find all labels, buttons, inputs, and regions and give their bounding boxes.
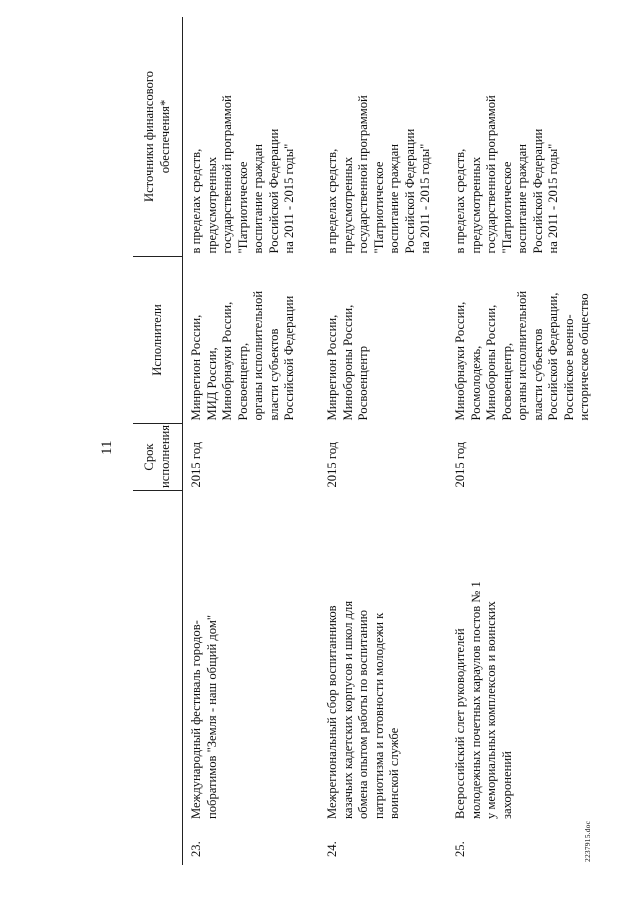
row-executors: Минрегион России, Минобороны России, Росвоенцентр bbox=[325, 304, 370, 421]
table-header-row bbox=[133, 17, 183, 865]
row-funding-source: в пределах средств, предусмотренных государственной программой "Патриотическое воспитание граждан Российской Федерации на 2011 - 2015 годы" bbox=[189, 95, 296, 254]
row-funding-source: в пределах средств, предусмотренных государственной программой "Патриотическое воспитание граждан Российской Федерации на 2011 - 2015 годы" bbox=[325, 95, 432, 254]
row-executors: Минобрнауки России, Росмолодежь, Минобороны России, Росвоенцентр, органы исполнительной власти субъектов Российской Федерации, Российское военно- историческое общество bbox=[453, 290, 591, 421]
row-event-name: Всероссийский слет руководителей молодежных почетных караулов постов № 1 у мемориальных комплексов и воинских захоронений bbox=[453, 581, 514, 819]
row-funding-source: в пределах средств, предусмотренных государственной программой "Патриотическое воспитание граждан Российской Федерации на 2011 - 2015 годы" bbox=[453, 95, 560, 254]
header-term: Срок исполнения bbox=[133, 424, 183, 491]
row-event-name: Международный фестиваль городов- побратимов "Земля - наш общий дом" bbox=[189, 615, 219, 819]
row-event-name: Межрегиональный сбор воспитанников казачьих кадетских корпусов и школ для обмена опытом работы по воспитанию патриотизма и готовности молодежи к воинской службе bbox=[325, 600, 401, 819]
row-number: 24. bbox=[325, 841, 339, 857]
table-row bbox=[183, 17, 320, 865]
header-number bbox=[133, 825, 183, 865]
events-table bbox=[133, 17, 593, 865]
row-term: 2015 год bbox=[189, 441, 203, 488]
file-code: 2237915.doc bbox=[583, 820, 592, 862]
row-executors: Минрегион России, МИД России, Минобрнауки России, Росвоенцентр, органы исполнительной власти субъектов Российской Федерации bbox=[189, 290, 296, 421]
row-term: 2015 год bbox=[453, 441, 467, 488]
table-row bbox=[319, 17, 447, 865]
header-executors: Исполнители bbox=[133, 257, 183, 424]
table-row bbox=[447, 17, 593, 865]
row-term: 2015 год bbox=[325, 441, 339, 488]
row-number: 25. bbox=[453, 841, 467, 857]
page-number: 11 bbox=[99, 440, 115, 455]
header-funding-source: Источники финансового обеспечения* bbox=[133, 17, 183, 257]
header-event bbox=[133, 491, 183, 826]
row-number: 23. bbox=[189, 841, 203, 857]
document-page bbox=[95, 35, 600, 870]
